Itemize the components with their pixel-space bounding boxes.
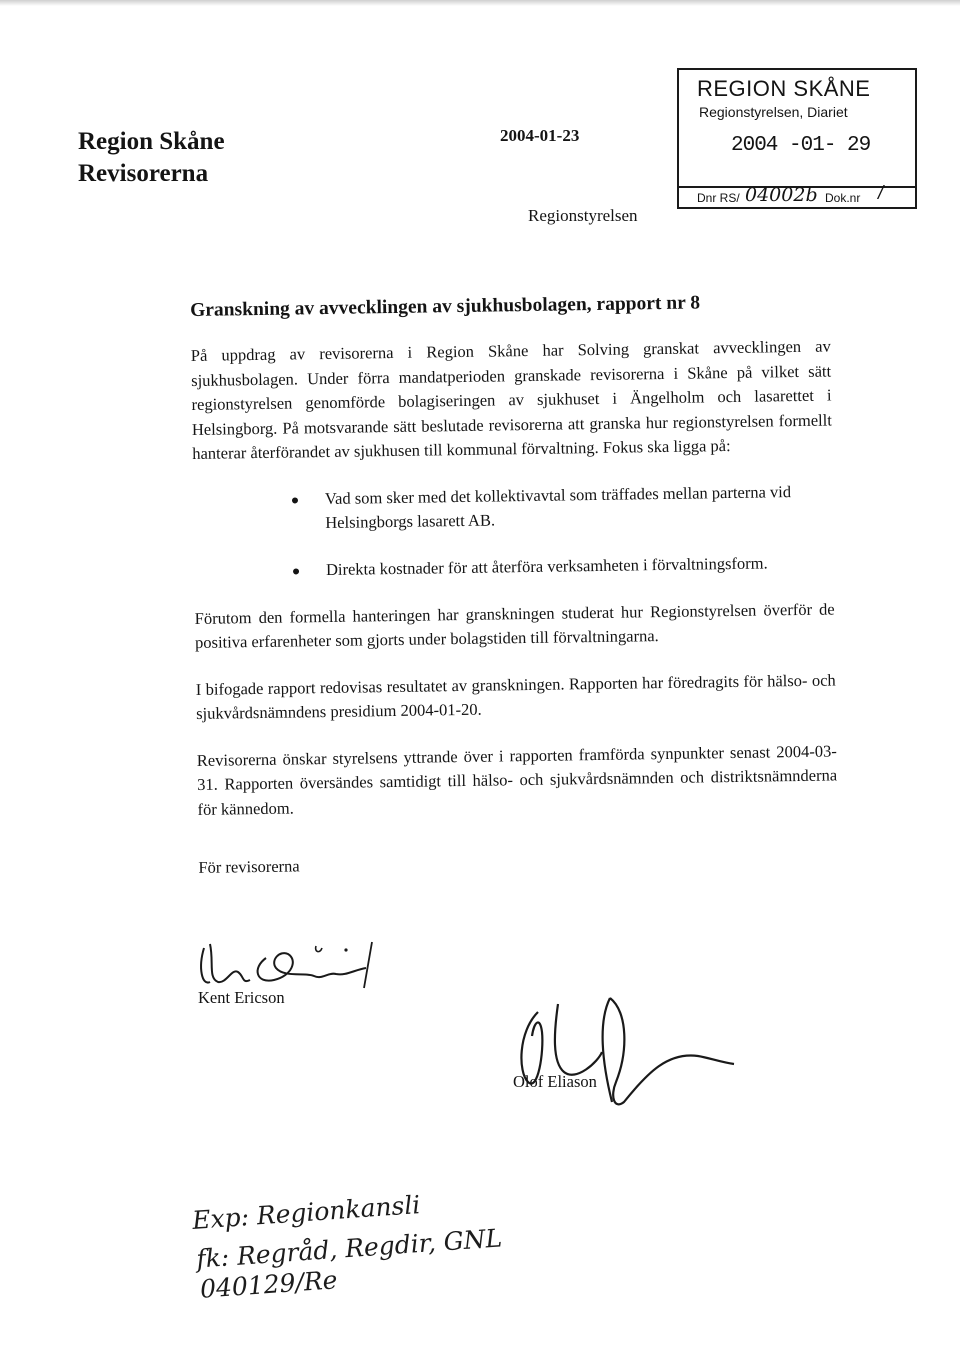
organization-name: Region Skåne	[78, 128, 225, 155]
handwritten-note-line-3: 040129/Re	[199, 1265, 339, 1304]
focus-list	[193, 479, 834, 583]
stamp-received-date: 2004 -01- 29	[731, 134, 871, 157]
document-date: 2004-01-23	[500, 126, 580, 145]
closing-line: För revisorerna	[198, 856, 300, 877]
paragraph-report: I bifogade rapport redovisas resultatet av granskningen. Rapporten har föredragits för hälso- och sjukvårdsnämndens presidium 2004-01-20.	[195, 669, 836, 723]
stamp-dnr-label: Dnr RS/	[697, 191, 740, 205]
registry-stamp	[677, 68, 917, 209]
bullet-icon	[292, 497, 298, 503]
list-item	[194, 550, 834, 583]
recipient: Regionstyrelsen	[528, 206, 638, 225]
stamp-dok-number: /	[878, 183, 884, 204]
handwritten-note-line-2: fk: Regråd, Regdir, GNL	[195, 1223, 503, 1274]
signature-kent-ericson	[196, 938, 386, 990]
stamp-dnr-number: 04002b	[745, 184, 818, 206]
paragraph-handling: Förutom den formella hanteringen har granskningen studerat hur Regionstyrelsen överför de positiva erfarenheter som gjorts under bolagstiden till förvaltningarna.	[194, 598, 835, 652]
signer-name-1: Kent Ericson	[198, 988, 285, 1007]
signer-name-2: Olof Eliason	[513, 1072, 597, 1091]
stamp-subtitle: Regionstyrelsen, Diariet	[699, 104, 848, 120]
letter-body	[190, 291, 839, 878]
list-item-text: Direkta kostnader för att återföra verksamheten i förvaltningsform.	[325, 552, 768, 579]
signature-olof-eliason	[498, 992, 738, 1122]
stamp-dok-label: Dok.nr	[825, 191, 861, 205]
organization-unit: Revisorerna	[78, 160, 209, 187]
bullet-icon	[293, 568, 299, 574]
paragraph-intro: På uppdrag av revisorerna i Region Skåne har Solving granskat avvecklingen av sjukhusbolagen. Under förra mandatperioden granskade revisorerna i Skåne på vilket sätt regionstyrelsen genomförde bolagiseringen av sjukhuset i Ängelholm och lasarettet i Helsingborg. På motsvarande sätt beslutade revisorerna att granska hur regionstyrelsen formellt hanterar återförandet av sjukhusen till kommunal förvaltning. Fokus ska ligga på:	[190, 336, 832, 463]
list-item	[193, 479, 834, 536]
paragraph-request: Revisorerna önskar styrelsens yttrande över i rapporten framförda synpunkter senast 2004-03-31. Rapporten översändes samtidigt till hälso- och sjukvårdsnämnden och distriktsnämnderna för kännedom.	[196, 740, 838, 819]
letter-heading: Granskning av avvecklingen av sjukhusbolagen, rapport nr 8	[190, 292, 701, 321]
list-item-text: Vad som sker med det kollektivavtal som träffades mellan parterna vid Helsingborgs lasarett AB.	[324, 481, 792, 532]
handwritten-note-line-1: Exp: Regionkansli	[191, 1190, 422, 1235]
stamp-title: REGION SKÅNE	[697, 76, 871, 101]
